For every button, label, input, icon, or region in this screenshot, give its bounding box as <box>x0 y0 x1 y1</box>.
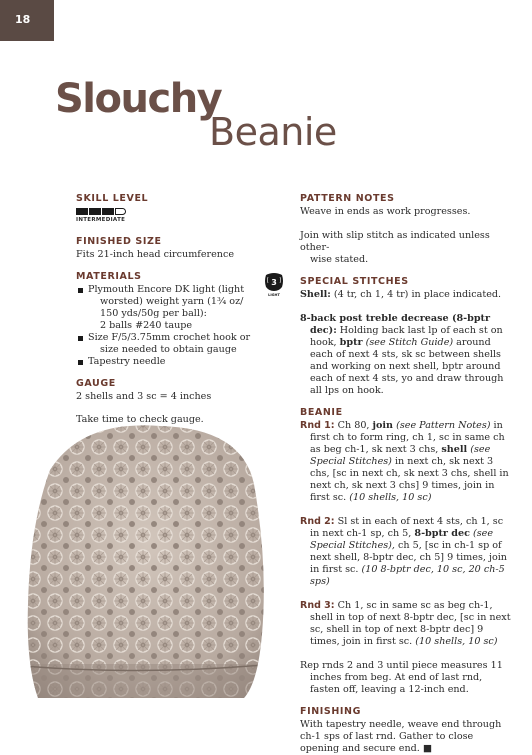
finished-size-heading: FINISHED SIZE <box>76 236 162 247</box>
special-stitches-section <box>300 276 515 397</box>
round-text: Sl st in each of next 4 sts, ch 1, sc in next ch-1 sp, ch 5, <box>310 516 504 539</box>
skill-level-meter-icon <box>76 208 271 215</box>
round-text: in first ch to form ring, ch 1, sc in same ch as beg ch-1, sk next 3 chs, <box>310 420 505 455</box>
pattern-note-text: wise stated. <box>310 254 369 265</box>
round-1 <box>300 420 515 504</box>
round-note: (see Special Stitches) <box>310 444 491 467</box>
bptr-stitch <box>300 313 515 397</box>
title-line-1: Slouchy <box>55 76 222 122</box>
special-stitches-heading: SPECIAL STITCHES <box>300 276 409 287</box>
list-item: Tapestry needle <box>76 356 271 368</box>
round-text: in next ch, sk next 3 chs, [sc in next ch, sk next 3 chs, shell in next ch, sk next 3 chs] 9 times, join in first sc. <box>310 456 509 503</box>
stitch-text: (4 tr, ch 1, 4 tr) in place indicated. <box>330 289 502 300</box>
finishing-heading: FINISHING <box>300 706 361 717</box>
material-text: 150 yds/50g per ball): <box>100 308 207 319</box>
stitch-count: (10 shells, 10 sc) <box>415 636 498 647</box>
round-label: Rnd 3: <box>300 600 335 611</box>
pattern-note: Weave in ends as work progresses. <box>300 206 471 217</box>
round-2 <box>300 516 515 588</box>
repeat-instruction: Rep rnds 2 and 3 until piece measures 11 inches from beg. At end of last rnd, fasten off, leaving a 12-inch end. <box>300 660 503 695</box>
round-text: shell <box>441 444 468 455</box>
right-column <box>300 193 515 755</box>
materials-heading: MATERIALS <box>76 271 142 282</box>
materials-section <box>76 271 271 368</box>
skill-level-label: INTERMEDIATE <box>76 217 126 223</box>
round-text: 8-bptr dec <box>414 528 470 539</box>
stitch-text: around each of next 4 sts, sk sc between shells and working on next shell, bptr around each of next 4 sts, yo and draw through all lps on hook. <box>310 337 504 396</box>
shell-stitch <box>300 289 515 301</box>
gauge-note: Take time to check gauge. <box>76 414 204 425</box>
round-3 <box>300 600 515 648</box>
gauge-text: 2 shells and 3 sc = 4 inches <box>76 391 212 402</box>
round-text: Ch 80, <box>334 420 373 431</box>
material-text: Plymouth Encore DK light (light <box>88 284 245 295</box>
list-item <box>76 284 271 320</box>
stitch-label: 8-back post treble decrease (8-bptr dec): <box>300 313 491 336</box>
material-text: worsted) weight yarn (1¾ oz/ <box>100 296 244 307</box>
material-text: size needed to obtain gauge <box>100 344 237 355</box>
beanie-photo <box>22 414 274 699</box>
stitch-text: bptr <box>339 337 363 348</box>
stitch-count: (10 8-bptr dec, 10 sc, 20 ch-5 sps) <box>310 564 505 587</box>
pattern-notes-section <box>300 193 515 266</box>
stitch-count: (10 shells, 10 sc) <box>349 492 432 503</box>
material-text: Size F/5/3.75mm crochet hook or <box>88 332 251 343</box>
yarn-weight-label: LIGHT <box>268 293 280 297</box>
round-text: ch 5, [sc in ch-1 sp of next shell, 8-bptr dec, ch 5] 9 times, join in first sc. <box>310 540 507 575</box>
stitch-label: Shell: <box>300 289 331 300</box>
skill-segment-filled <box>102 208 114 215</box>
finishing-text: With tapestry needle, weave end through ch-1 sps of last rnd. Gather to close opening and secure end. ■ <box>300 719 502 754</box>
materials-list <box>76 284 271 368</box>
title-line-2: Beanie <box>209 110 337 154</box>
list-item <box>76 332 271 356</box>
finished-size-section <box>76 236 271 261</box>
round-text: Ch 1, sc in same sc as beg ch-1, shell in top of next 8-bptr dec, [sc in next sc, shell in top of next 8-bptr dec] 9 times, join in first sc. <box>310 600 511 647</box>
round-label: Rnd 2: <box>300 516 335 527</box>
round-label: Rnd 1: <box>300 420 335 431</box>
pattern-note-text: Join with slip stitch as indicated unless other- <box>300 230 490 253</box>
page-number: 18 <box>15 13 31 26</box>
round-text: join <box>372 420 394 431</box>
finishing-section <box>300 706 515 755</box>
material-subitem: 2 balls #240 taupe <box>100 320 193 331</box>
stitch-text: Holding back last lp of each st on hook, <box>310 325 503 348</box>
pattern-title <box>55 76 515 156</box>
yarn-weight-icon <box>263 271 285 297</box>
stitch-note: (see Stitch Guide) <box>362 337 454 348</box>
page-number-tab <box>0 0 54 41</box>
round-note: (see Special Stitches), <box>310 528 494 551</box>
beanie-section <box>300 407 515 696</box>
gauge-heading: GAUGE <box>76 378 116 389</box>
beanie-heading: BEANIE <box>300 407 343 418</box>
skill-level-heading: SKILL LEVEL <box>76 193 149 204</box>
pattern-notes-heading: PATTERN NOTES <box>300 193 395 204</box>
pattern-note <box>300 230 515 266</box>
finished-size-text: Fits 21-inch head circumference <box>76 249 235 260</box>
skill-segment-filled <box>76 208 88 215</box>
skill-segment-empty <box>115 208 126 215</box>
skill-segment-filled <box>89 208 101 215</box>
left-column <box>76 193 271 426</box>
yarn-weight-number: 3 <box>271 278 277 287</box>
round-note: (see Pattern Notes) <box>393 420 491 431</box>
skill-level-section <box>76 193 271 223</box>
